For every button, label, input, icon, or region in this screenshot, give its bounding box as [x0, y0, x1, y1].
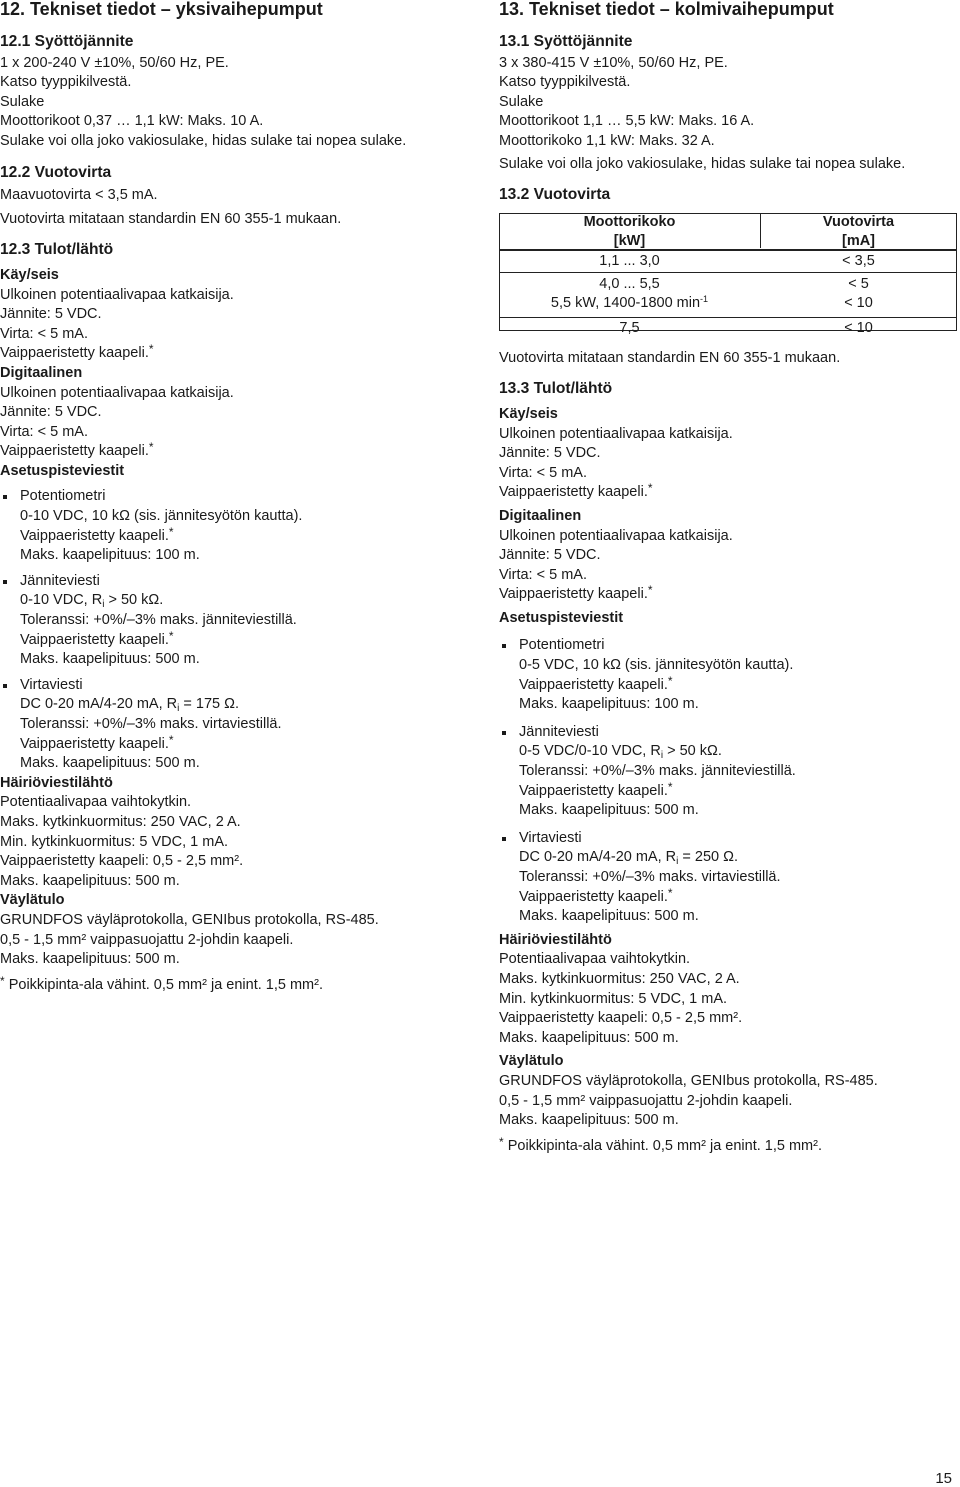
table-row-divider	[499, 272, 957, 273]
list-item-potentiometri	[0, 487, 462, 565]
text-line: Katso tyyppikilvestä.	[0, 74, 132, 91]
subheading-häiriöviestilähtö: Häiriöviestilähtö	[0, 774, 113, 791]
text-line: Toleranssi: +0%/–3% maks. jänniteviestillä.	[519, 763, 796, 780]
list-item-title: Virtaviesti	[519, 829, 582, 846]
table-cell: < 5 < 10	[844, 275, 873, 311]
list-item-virtaviesti	[0, 676, 462, 774]
text-line: Min. kytkinkuormitus: 5 VDC, 1 mA.	[499, 990, 728, 1007]
text-line: Sulake voi olla joko vakiosulake, hidas sulake tai nopea sulake.	[499, 155, 906, 172]
subscript: i	[676, 856, 679, 868]
text-line: Vaippaeristetty kaapeli.*	[20, 628, 174, 648]
text-line: Toleranssi: +0%/–3% maks. jänniteviestillä.	[20, 612, 297, 629]
list-item-jänniteviesti	[499, 723, 960, 821]
leakage-current-table	[499, 213, 957, 336]
list-item-jänniteviesti	[0, 572, 462, 670]
asterisk-mark: *	[499, 1134, 504, 1149]
text-line: Ulkoinen potentiaalivapaa katkaisija.	[0, 286, 234, 303]
text-line: 0-10 VDC, 10 kΩ (sis. jännitesyötön kautta).	[20, 508, 303, 525]
text-line: Potentiaalivapaa vaihtokytkin.	[0, 794, 192, 811]
text-line: Vaippaeristetty kaapeli.*	[0, 342, 154, 362]
table-cell: 1,1 ... 3,0	[599, 252, 660, 269]
text-line: Ulkoinen potentiaalivapaa katkaisija.	[0, 384, 234, 401]
footnote: * Poikkipinta-ala vähint. 0,5 mm² ja enint. 1,5 mm².	[499, 1134, 822, 1154]
asterisk-mark: *	[667, 779, 673, 794]
page-number: 15	[935, 1470, 952, 1487]
asterisk-mark: *	[168, 732, 174, 747]
text-line: Maks. kytkinkuormitus: 250 VAC, 2 A.	[499, 970, 740, 987]
section-13-3-title: 13.3 Tulot/lähtö	[499, 380, 613, 398]
table-cell: < 10	[844, 319, 873, 336]
text-line: Maks. kaapelipituus: 500 m.	[0, 872, 180, 889]
text-line: Vaippaeristetty kaapeli: 0,5 - 2,5 mm².	[0, 853, 244, 870]
asterisk-mark: *	[168, 524, 174, 539]
section-12-heading: 12. Tekniset tiedot – yksivaihepumput	[0, 0, 323, 19]
list-item-title: Potentiometri	[519, 637, 605, 654]
asterisk-mark: *	[647, 583, 653, 598]
left-column	[0, 0, 462, 995]
text-line: Ulkoinen potentiaalivapaa katkaisija.	[499, 425, 733, 442]
subheading-digitaalinen: Digitaalinen	[499, 507, 582, 524]
subscript: i	[660, 750, 664, 762]
table-header-motor: Moottorikoko [kW]	[583, 213, 676, 249]
table-header-leakage: Vuotovirta [mA]	[822, 213, 895, 249]
text-line: GRUNDFOS väyläprotokolla, GENIbus protokolla, RS-485.	[0, 911, 379, 928]
text-line: Virta: < 5 mA.	[0, 423, 88, 440]
list-item-title: Potentiometri	[20, 488, 106, 505]
list-item-title: Jänniteviesti	[519, 723, 599, 740]
text-line: 0-10 VDC, $R_i > 50$ kΩ.	[20, 592, 164, 611]
text-line: Moottorikoot 1,1 … 5,5 kW: Maks. 16 A.	[499, 113, 755, 130]
subheading-kay-seis: Käy/seis	[0, 266, 59, 283]
text-line: Maks. kaapelipituus: 500 m.	[519, 908, 699, 925]
table-cell: 7,5	[619, 319, 640, 336]
subheading-väylätulo: Väylätulo	[499, 1053, 564, 1070]
text-line: Maks. kytkinkuormitus: 250 VAC, 2 A.	[0, 813, 241, 830]
text-line: Vaippaeristetty kaapeli.*	[519, 779, 673, 799]
text-line: Vuotovirta mitataan standardin EN 60 355-1 mukaan.	[0, 210, 342, 227]
section-13-2-title: 13.2 Vuotovirta	[499, 186, 611, 204]
text-line: Maks. kaapelipituus: 100 m.	[519, 696, 699, 713]
asterisk-mark: *	[667, 885, 673, 900]
asterisk-mark: *	[148, 440, 154, 455]
text-line: Moottorikoko 1,1 kW: Maks. 32 A.	[499, 132, 715, 149]
text-line: Toleranssi: +0%/–3% maks. virtaviestillä.	[20, 716, 282, 732]
table-cell: < 3,5	[842, 252, 875, 269]
text-line: 0,5 - 1,5 mm² vaippasuojattu 2-johdin kaapeli.	[499, 1092, 793, 1109]
text-line: Toleranssi: +0%/–3% maks. virtaviestillä.	[519, 869, 781, 885]
text-line: Vaippaeristetty kaapeli.*	[519, 673, 673, 693]
table-cell: 4,0 ... 5,5 5,5 kW, 1400-1800 $\min^{-1}$	[550, 275, 709, 311]
text-line: 3 x 380-415 V ±10%, 50/60 Hz, PE.	[499, 54, 728, 71]
text-line: Virta: < 5 mA.	[499, 566, 587, 583]
asterisk-mark: *	[168, 628, 174, 643]
text-line: DC 0-20 mA/4-20 mA, $R_i = 250$ Ω.	[519, 849, 738, 868]
subheading-asetuspisteviestit: Asetuspisteviestit	[0, 462, 125, 479]
subscript: i	[177, 703, 180, 715]
asterisk-mark: *	[647, 481, 653, 496]
asterisk-mark: *	[0, 973, 5, 988]
text-line: Vaippaeristetty kaapeli.*	[499, 481, 653, 501]
text-line: DC 0-20 mA/4-20 mA, $R_i = 175$ Ω.	[20, 696, 239, 715]
subheading: Sulake	[499, 93, 544, 110]
text-line: Vaippaeristetty kaapeli.*	[20, 524, 174, 544]
text-line: Maks. kaapelipituus: 500 m.	[0, 951, 180, 968]
text-line: Maks. kaapelipituus: 500 m.	[20, 755, 200, 772]
text-line: Maks. kaapelipituus: 500 m.	[499, 1029, 679, 1046]
list-item-title: Jänniteviesti	[20, 572, 100, 589]
text-line: Vuotovirta mitataan standardin EN 60 355-1 mukaan.	[499, 349, 841, 366]
text-line: GRUNDFOS väyläprotokolla, GENIbus protokolla, RS-485.	[499, 1072, 878, 1089]
text-line: Jännite: 5 VDC.	[0, 404, 102, 421]
list-item-title: Virtaviesti	[20, 676, 83, 693]
text-line: 0-5 VDC/0-10 VDC, $R_i > 50$ kΩ.	[519, 743, 722, 762]
text-line: Jännite: 5 VDC.	[499, 445, 601, 462]
text-line: 0,5 - 1,5 mm² vaippasuojattu 2-johdin kaapeli.	[0, 931, 294, 948]
text-line: Jännite: 5 VDC.	[0, 306, 102, 323]
text-line: Maks. kaapelipituus: 500 m.	[519, 802, 699, 819]
text-line: Vaippaeristetty kaapeli.*	[0, 440, 154, 460]
subheading-kay-seis: Käy/seis	[499, 405, 558, 422]
text-line: Sulake voi olla joko vakiosulake, hidas sulake tai nopea sulake.	[0, 132, 407, 149]
text-line: Virta: < 5 mA.	[499, 464, 587, 481]
section-12-3-title: 12.3 Tulot/lähtö	[0, 241, 114, 259]
section-12-2-title: 12.2 Vuotovirta	[0, 163, 112, 181]
subheading-asetuspisteviestit: Asetuspisteviestit	[499, 609, 624, 626]
text-line: Vaippaeristetty kaapeli: 0,5 - 2,5 mm².	[499, 1010, 743, 1027]
table-row-divider	[499, 317, 957, 318]
text-line: 1 x 200-240 V ±10%, 50/60 Hz, PE.	[0, 54, 229, 71]
text-line: Jännite: 5 VDC.	[499, 547, 601, 564]
footnote: * Poikkipinta-ala vähint. 0,5 mm² ja enint. 1,5 mm².	[0, 973, 323, 993]
asterisk-mark: *	[148, 342, 154, 357]
text-line: Katso tyyppikilvestä.	[499, 74, 631, 91]
list-item-potentiometri	[499, 636, 960, 714]
subheading-häiriöviestilähtö: Häiriöviestilähtö	[499, 931, 612, 948]
text-line: Maks. kaapelipituus: 100 m.	[20, 547, 200, 564]
text-line: Min. kytkinkuormitus: 5 VDC, 1 mA.	[0, 833, 229, 850]
subheading: Sulake	[0, 93, 45, 110]
section-13-heading: 13. Tekniset tiedot – kolmivaihepumput	[499, 0, 834, 19]
text-line: 0-5 VDC, 10 kΩ (sis. jännitesyötön kautta).	[519, 657, 794, 674]
section-13-1-title: 13.1 Syöttöjännite	[499, 33, 633, 50]
subheading-digitaalinen: Digitaalinen	[0, 364, 83, 381]
asterisk-mark: *	[667, 673, 673, 688]
text-line: Ulkoinen potentiaalivapaa katkaisija.	[499, 527, 733, 544]
subscript: i	[102, 599, 105, 611]
text-line: Maks. kaapelipituus: 500 m.	[499, 1112, 679, 1129]
text-line: Maavuotovirta < 3,5 mA.	[0, 187, 158, 204]
section-12-1-title: 12.1 Syöttöjännite	[0, 33, 134, 50]
text-line: Vaippaeristetty kaapeli.*	[499, 583, 653, 603]
text-line: Vaippaeristetty kaapeli.*	[519, 885, 673, 905]
text-line: Maks. kaapelipituus: 500 m.	[20, 651, 200, 668]
text-line: Virta: < 5 mA.	[0, 325, 88, 342]
text-line: Vaippaeristetty kaapeli.*	[20, 732, 174, 752]
right-column	[499, 0, 960, 1156]
text-line: Moottorikoot 0,37 … 1,1 kW: Maks. 10 A.	[0, 113, 264, 130]
text-line: Potentiaalivapaa vaihtokytkin.	[499, 951, 691, 968]
subheading-väylätulo: Väylätulo	[0, 892, 65, 909]
list-item-virtaviesti	[499, 829, 960, 927]
